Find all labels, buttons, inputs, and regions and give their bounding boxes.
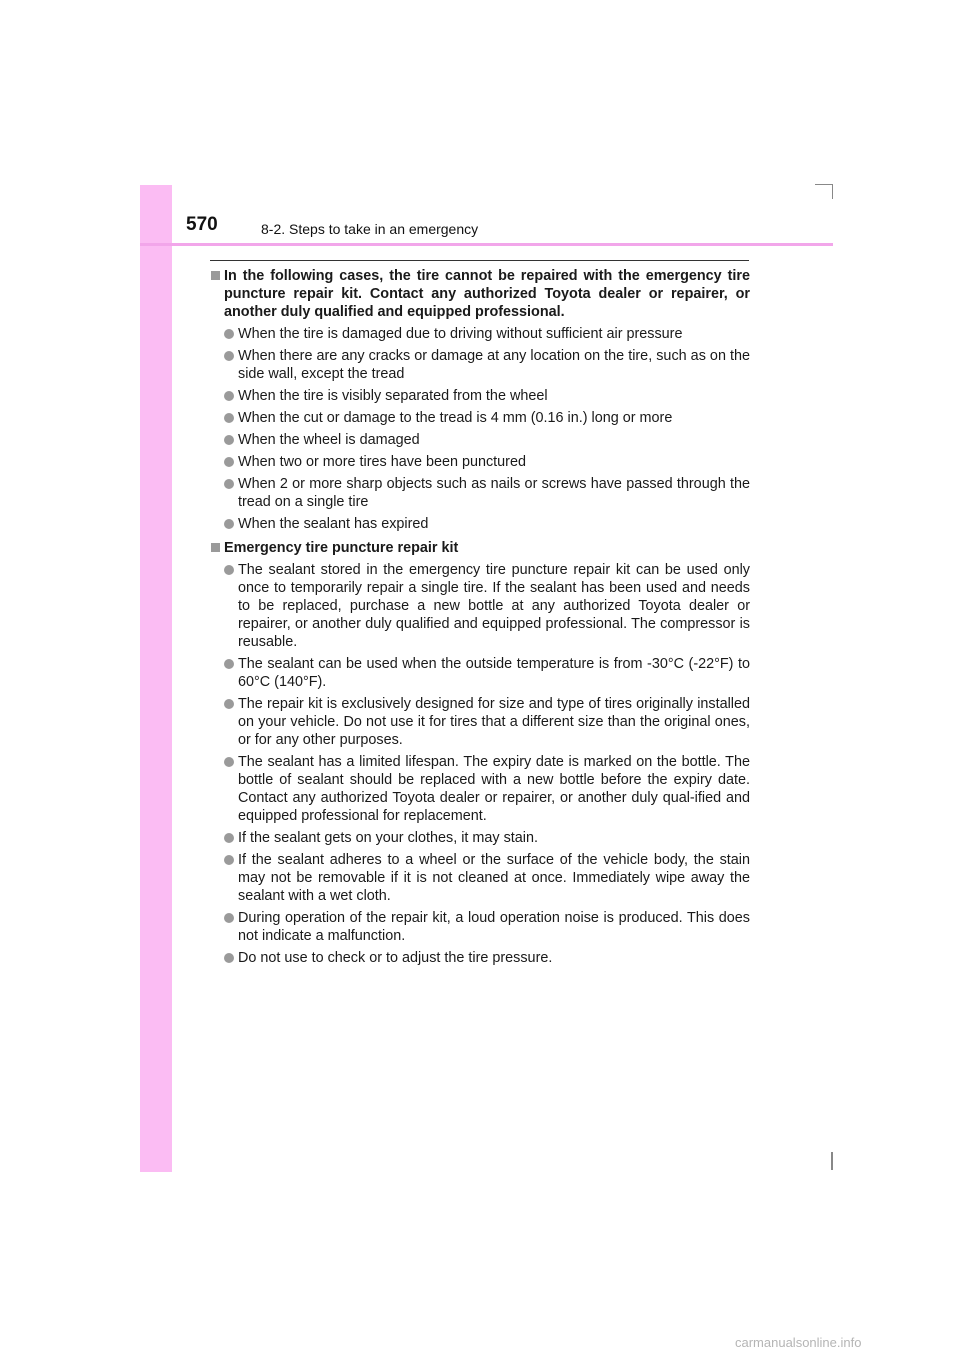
header-rule — [140, 243, 833, 246]
square-bullet-icon — [211, 543, 220, 552]
list-item — [210, 561, 750, 651]
list-item — [210, 453, 750, 471]
list-item — [210, 431, 750, 449]
item-text: When the tire is damaged due to driving without sufficient air pressure — [238, 326, 683, 342]
list-item — [210, 851, 750, 905]
item-text: The sealant has a limited lifespan. The expiry date is marked on the bottle. The bottle of sealant should be replaced with a new bottle before the expiry date. Contact any authorized Toyota dealer or repairer, or another duly qual-ified and equipped professional for replacement. — [238, 754, 750, 824]
circle-bullet-icon — [224, 329, 234, 339]
list-item — [210, 753, 750, 825]
item-text: The sealant can be used when the outside temperature is from -30°C (-22°F) to 60°C (140°F). — [238, 656, 750, 690]
circle-bullet-icon — [224, 855, 234, 865]
section-title: 8-2. Steps to take in an emergency — [261, 221, 479, 237]
list-item — [210, 325, 750, 343]
heading-text: In the following cases, the tire cannot be repaired with the emergency tire puncture repair kit. Contact any authorized Toyota dealer or repairer, or another duly qualified and equipped professional. — [224, 268, 750, 320]
item-text: Do not use to check or to adjust the tire pressure. — [238, 950, 553, 966]
section-heading — [210, 267, 750, 321]
page-content — [210, 263, 750, 967]
list-item — [210, 409, 750, 427]
circle-bullet-icon — [224, 913, 234, 923]
section-heading — [210, 539, 750, 557]
watermark-link[interactable]: carmanualsonline.info — [735, 1335, 862, 1350]
circle-bullet-icon — [224, 833, 234, 843]
item-text: When there are any cracks or damage at any location on the tire, such as on the side wall, except the tread — [238, 348, 750, 382]
page-number: 570 — [186, 214, 218, 235]
item-text: During operation of the repair kit, a loud operation noise is produced. This does not indicate a malfunction. — [238, 910, 750, 944]
circle-bullet-icon — [224, 391, 234, 401]
circle-bullet-icon — [224, 659, 234, 669]
list-item — [210, 655, 750, 691]
circle-bullet-icon — [224, 413, 234, 423]
list-item — [210, 347, 750, 383]
item-text: The repair kit is exclusively designed for size and type of tires originally installed on your vehicle. Do not use it for tires that a different size than the original ones, or for any other purposes. — [238, 696, 750, 748]
item-text: If the sealant gets on your clothes, it may stain. — [238, 830, 538, 846]
circle-bullet-icon — [224, 435, 234, 445]
side-tab-band — [140, 185, 172, 1172]
circle-bullet-icon — [224, 699, 234, 709]
item-text: When the sealant has expired — [238, 516, 429, 532]
circle-bullet-icon — [224, 953, 234, 963]
list-item — [210, 829, 750, 847]
item-text: When the wheel is damaged — [238, 432, 420, 448]
circle-bullet-icon — [224, 519, 234, 529]
item-text: When 2 or more sharp objects such as nails or screws have passed through the tread on a single tire — [238, 476, 750, 510]
list-item — [210, 949, 750, 967]
item-text: When the cut or damage to the tread is 4 mm (0.16 in.) long or more — [238, 410, 673, 426]
list-item — [210, 515, 750, 533]
crop-mark-top-right — [815, 184, 833, 199]
item-text: When the tire is visibly separated from the wheel — [238, 388, 548, 404]
circle-bullet-icon — [224, 457, 234, 467]
list-item — [210, 909, 750, 945]
square-bullet-icon — [211, 271, 220, 280]
crop-mark-bottom-right — [831, 1152, 833, 1170]
list-item — [210, 475, 750, 511]
circle-bullet-icon — [224, 757, 234, 767]
content-top-rule — [210, 260, 749, 261]
heading-text: Emergency tire puncture repair kit — [224, 540, 459, 556]
circle-bullet-icon — [224, 565, 234, 575]
item-text: If the sealant adheres to a wheel or the surface of the vehicle body, the stain may not be removable if it is not cleaned at once. Immediately wipe away the sealant with a wet cloth. — [238, 852, 750, 904]
list-item — [210, 387, 750, 405]
item-text: The sealant stored in the emergency tire puncture repair kit can be used only once to temporarily repair a single tire. If the sealant has been used and needs to be replaced, purchase a new bottle at any authorized Toyota dealer or repairer, or another duly qualified and equipped professional. The compressor is reusable. — [238, 562, 750, 650]
list-item — [210, 695, 750, 749]
circle-bullet-icon — [224, 479, 234, 489]
circle-bullet-icon — [224, 351, 234, 361]
item-text: When two or more tires have been punctured — [238, 454, 526, 470]
